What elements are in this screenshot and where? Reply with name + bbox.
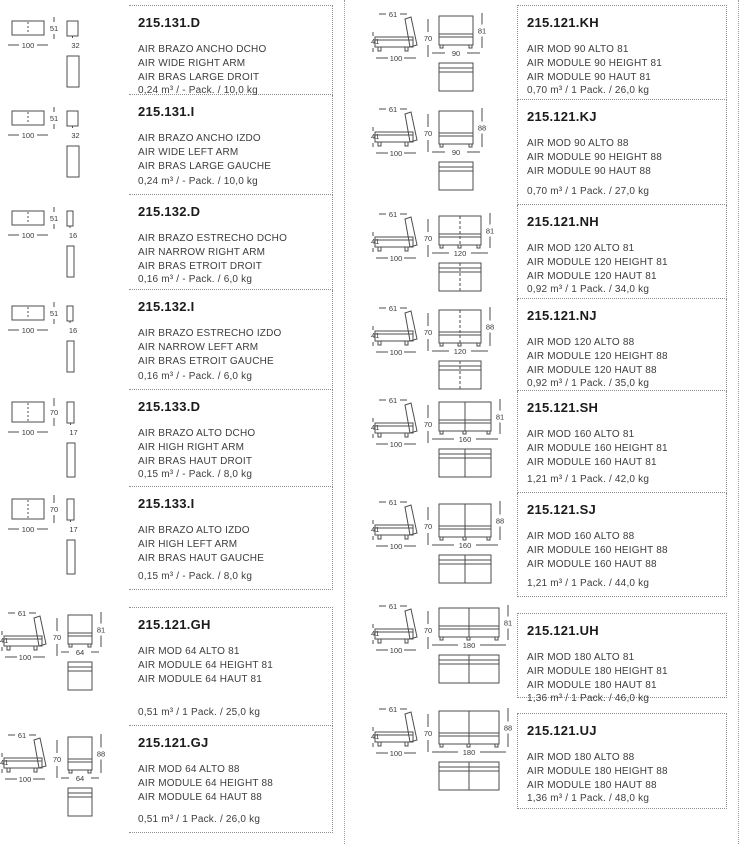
dimension-label: 41 bbox=[371, 525, 380, 534]
dimension-label: 61 bbox=[388, 705, 398, 714]
product-row bbox=[0, 290, 371, 390]
product-drawing-area bbox=[0, 5, 129, 95]
product-descriptions bbox=[527, 651, 716, 693]
dimension-label: 100 bbox=[389, 440, 403, 449]
dimension-label: 64 bbox=[75, 774, 85, 783]
product-description-line: AIR MODULE 160 HAUT 81 bbox=[527, 457, 657, 468]
dimension-label: 81 bbox=[485, 226, 495, 236]
technical-drawing bbox=[0, 390, 129, 487]
packing-info: 0,24 m³ / - Pack. / 10,0 kg bbox=[138, 85, 258, 96]
packing-info: 0,70 m³ / 1 Pack. / 27,0 kg bbox=[527, 186, 650, 197]
packing-info: 0,24 m³ / - Pack. / 10,0 kg bbox=[138, 176, 258, 187]
dimension-label: 41 bbox=[371, 629, 380, 638]
dimension-label: 70 bbox=[49, 408, 59, 417]
dimension-label: 70 bbox=[423, 522, 433, 531]
dimension-label: 61 bbox=[388, 10, 398, 19]
dimension-label: 100 bbox=[389, 646, 403, 655]
product-description-line: AIR BRAS LARGE GAUCHE bbox=[138, 161, 272, 172]
product-description-line: AIR WIDE RIGHT ARM bbox=[138, 58, 246, 69]
technical-drawing bbox=[371, 100, 517, 205]
dimension-label: 64 bbox=[75, 648, 85, 657]
product-info-box bbox=[517, 613, 727, 704]
dimension-label: 41 bbox=[371, 732, 380, 741]
dimension-label: 100 bbox=[389, 149, 403, 158]
product-descriptions bbox=[527, 751, 716, 793]
technical-drawing bbox=[371, 5, 517, 100]
product-info-box bbox=[517, 299, 727, 391]
product-code: 215.121.KJ bbox=[527, 109, 597, 124]
product-row bbox=[0, 590, 371, 726]
product-descriptions bbox=[138, 132, 322, 174]
product-description-line: AIR BRAS ETROIT GAUCHE bbox=[138, 356, 274, 367]
product-code: 215.121.GJ bbox=[138, 735, 209, 750]
technical-drawing bbox=[0, 487, 129, 590]
product-row bbox=[0, 390, 371, 487]
product-code: 215.121.SJ bbox=[527, 502, 597, 517]
packing-info: 0,15 m³ / - Pack. / 8,0 kg bbox=[138, 469, 253, 480]
dimension-label: 61 bbox=[17, 609, 27, 618]
dimension-label: 70 bbox=[423, 234, 433, 243]
technical-drawing bbox=[371, 597, 517, 698]
product-description-line: AIR MODULE 90 HAUT 88 bbox=[527, 166, 652, 177]
product-drawing-area bbox=[371, 698, 517, 809]
dimension-label: 100 bbox=[21, 231, 35, 240]
packing-info: 0,16 m³ / - Pack. / 6,0 kg bbox=[138, 274, 253, 285]
product-drawing-area bbox=[0, 726, 129, 833]
dimension-label: 81 bbox=[503, 618, 513, 628]
dimension-label: 100 bbox=[389, 749, 403, 758]
technical-drawing bbox=[371, 698, 517, 809]
product-info-box bbox=[129, 726, 333, 833]
dimension-label: 61 bbox=[388, 396, 398, 405]
product-info-box bbox=[517, 100, 727, 205]
dimension-label: 90 bbox=[451, 49, 461, 58]
packing-info: 0,51 m³ / 1 Pack. / 25,0 kg bbox=[138, 707, 261, 718]
product-description-line: AIR MODULE 180 HEIGHT 88 bbox=[527, 766, 668, 777]
packing-info: 0,51 m³ / 1 Pack. / 26,0 kg bbox=[138, 814, 261, 825]
product-description-line: AIR BRAZO ALTO IZDO bbox=[138, 525, 250, 536]
dimension-label: 100 bbox=[389, 542, 403, 551]
dimension-label: 70 bbox=[49, 505, 59, 514]
product-description-line: AIR BRAS HAUT DROIT bbox=[138, 456, 253, 467]
product-description-line: AIR MOD 90 ALTO 81 bbox=[527, 44, 629, 55]
product-info-box bbox=[129, 290, 333, 390]
technical-drawing bbox=[371, 205, 517, 299]
technical-drawing bbox=[0, 5, 129, 95]
dimension-label: 61 bbox=[388, 210, 398, 219]
product-drawing-area bbox=[371, 493, 517, 597]
dimension-label: 70 bbox=[52, 633, 62, 642]
dimension-label: 70 bbox=[423, 420, 433, 429]
product-descriptions bbox=[527, 137, 716, 179]
product-row bbox=[371, 597, 743, 704]
dimension-label: 61 bbox=[17, 731, 27, 740]
product-description-line: AIR HIGH RIGHT ARM bbox=[138, 442, 245, 453]
dimension-label: 90 bbox=[451, 148, 461, 157]
dimension-label: 61 bbox=[388, 498, 398, 507]
product-row bbox=[0, 195, 371, 290]
product-description-line: AIR BRAZO ESTRECHO DCHO bbox=[138, 233, 288, 244]
product-drawing-area bbox=[371, 597, 517, 698]
product-description-line: AIR MODULE 180 HEIGHT 81 bbox=[527, 666, 668, 677]
product-description-line: AIR MODULE 160 HEIGHT 81 bbox=[527, 443, 668, 454]
product-description-line: AIR BRAZO ALTO DCHO bbox=[138, 428, 256, 439]
product-drawing-area bbox=[0, 290, 129, 390]
product-code: 215.121.UH bbox=[527, 623, 599, 638]
packing-info: 1,21 m³ / 1 Pack. / 42,0 kg bbox=[527, 474, 650, 485]
product-info-box bbox=[129, 607, 333, 726]
technical-drawing bbox=[0, 95, 129, 195]
packing-info: 0,15 m³ / - Pack. / 8,0 kg bbox=[138, 571, 253, 582]
product-row bbox=[371, 493, 743, 597]
dimension-label: 100 bbox=[389, 54, 403, 63]
product-description-line: AIR WIDE LEFT ARM bbox=[138, 147, 239, 158]
dimension-label: 41 bbox=[0, 636, 9, 645]
dimension-label: 61 bbox=[388, 105, 398, 114]
dimension-label: 160 bbox=[458, 435, 472, 444]
dimension-label: 51 bbox=[49, 24, 59, 33]
dimension-label: 70 bbox=[423, 729, 433, 738]
packing-info: 1,36 m³ / 1 Pack. / 46,0 kg bbox=[527, 693, 650, 704]
dimension-label: 70 bbox=[52, 755, 62, 764]
dimension-label: 88 bbox=[495, 516, 505, 526]
product-description-line: AIR MODULE 64 HEIGHT 81 bbox=[138, 660, 274, 671]
dimension-label: 100 bbox=[389, 348, 403, 357]
product-description-line: AIR BRAS HAUT GAUCHE bbox=[138, 553, 265, 564]
product-row bbox=[0, 726, 371, 833]
product-code: 215.131.D bbox=[138, 15, 201, 30]
packing-info: 1,21 m³ / 1 Pack. / 44,0 kg bbox=[527, 578, 650, 589]
product-description-line: AIR NARROW LEFT ARM bbox=[138, 342, 259, 353]
product-description-line: AIR MOD 90 ALTO 88 bbox=[527, 138, 629, 149]
product-description-line: AIR BRAS ETROIT DROIT bbox=[138, 261, 263, 272]
product-drawing-area bbox=[0, 390, 129, 487]
product-drawing-area bbox=[371, 391, 517, 493]
product-row bbox=[371, 205, 743, 299]
technical-drawing bbox=[0, 195, 129, 290]
right-column bbox=[371, 5, 743, 809]
product-info-box bbox=[129, 95, 333, 195]
dimension-label: 70 bbox=[423, 34, 433, 43]
product-code: 215.133.D bbox=[138, 399, 201, 414]
product-row bbox=[371, 391, 743, 493]
dimension-label: 81 bbox=[495, 412, 505, 422]
dimension-label: 88 bbox=[485, 322, 495, 332]
product-descriptions bbox=[138, 427, 322, 469]
product-description-line: AIR BRAZO ANCHO DCHO bbox=[138, 44, 267, 55]
product-description-line: AIR MOD 160 ALTO 88 bbox=[527, 531, 635, 542]
product-description-line: AIR MODULE 120 HEIGHT 81 bbox=[527, 257, 668, 268]
product-description-line: AIR MODULE 90 HEIGHT 81 bbox=[527, 58, 663, 69]
dimension-label: 88 bbox=[477, 123, 487, 133]
product-drawing-area bbox=[0, 95, 129, 195]
dimension-label: 41 bbox=[371, 37, 380, 46]
product-description-line: AIR MODULE 160 HEIGHT 88 bbox=[527, 545, 668, 556]
dimension-label: 61 bbox=[388, 304, 398, 313]
product-info-box bbox=[129, 390, 333, 487]
packing-info: 0,92 m³ / 1 Pack. / 34,0 kg bbox=[527, 284, 650, 295]
product-descriptions bbox=[138, 43, 322, 85]
product-descriptions bbox=[527, 428, 716, 470]
dimension-label: 88 bbox=[503, 723, 513, 733]
product-description-line: AIR MOD 120 ALTO 81 bbox=[527, 243, 635, 254]
technical-drawing bbox=[0, 726, 129, 833]
product-drawing-area bbox=[371, 5, 517, 100]
dimension-label: 100 bbox=[21, 326, 35, 335]
product-row bbox=[371, 5, 743, 100]
dimension-label: 160 bbox=[458, 541, 472, 550]
dimension-label: 17 bbox=[69, 428, 78, 437]
product-descriptions bbox=[527, 336, 716, 378]
packing-info: 0,92 m³ / 1 Pack. / 35,0 kg bbox=[527, 378, 650, 389]
dimension-label: 32 bbox=[71, 41, 80, 50]
product-code: 215.132.I bbox=[138, 299, 195, 314]
dimension-label: 100 bbox=[18, 653, 32, 662]
product-drawing-area bbox=[0, 195, 129, 290]
product-code: 215.131.I bbox=[138, 104, 195, 119]
product-description-line: AIR MODULE 64 HEIGHT 88 bbox=[138, 778, 274, 789]
dimension-label: 16 bbox=[68, 231, 78, 240]
product-drawing-area bbox=[371, 205, 517, 299]
product-info-box bbox=[517, 205, 727, 299]
product-row bbox=[371, 100, 743, 205]
product-row bbox=[0, 487, 371, 590]
product-info-box bbox=[129, 487, 333, 590]
product-code: 215.121.KH bbox=[527, 15, 599, 30]
left-column bbox=[0, 5, 371, 833]
product-descriptions bbox=[138, 232, 322, 274]
product-info-box bbox=[517, 493, 727, 597]
product-description-line: AIR HIGH LEFT ARM bbox=[138, 539, 238, 550]
dimension-label: 120 bbox=[453, 347, 467, 356]
product-descriptions bbox=[138, 645, 322, 687]
dimension-label: 81 bbox=[96, 625, 106, 635]
dimension-label: 32 bbox=[71, 131, 80, 140]
dimension-label: 16 bbox=[68, 326, 78, 335]
product-description-line: AIR NARROW RIGHT ARM bbox=[138, 247, 266, 258]
product-description-line: AIR MODULE 64 HAUT 81 bbox=[138, 674, 263, 685]
product-description-line: AIR MOD 160 ALTO 81 bbox=[527, 429, 635, 440]
product-description-line: AIR MOD 180 ALTO 88 bbox=[527, 752, 635, 763]
product-row bbox=[0, 95, 371, 195]
product-code: 215.133.I bbox=[138, 496, 195, 511]
dimension-label: 81 bbox=[477, 26, 487, 36]
product-descriptions bbox=[138, 524, 322, 566]
dimension-label: 41 bbox=[371, 423, 380, 432]
dimension-label: 100 bbox=[21, 525, 35, 534]
technical-drawing bbox=[371, 299, 517, 391]
product-row bbox=[371, 299, 743, 391]
product-description-line: AIR MODULE 160 HAUT 88 bbox=[527, 559, 657, 570]
packing-info: 0,70 m³ / 1 Pack. / 26,0 kg bbox=[527, 85, 650, 96]
product-info-box bbox=[129, 5, 333, 95]
product-code: 215.121.SH bbox=[527, 400, 599, 415]
product-descriptions bbox=[527, 242, 716, 284]
product-description-line: AIR BRAS LARGE DROIT bbox=[138, 72, 260, 83]
product-description-line: AIR MODULE 120 HEIGHT 88 bbox=[527, 351, 668, 362]
dimension-label: 41 bbox=[0, 758, 9, 767]
product-description-line: AIR MODULE 180 HAUT 88 bbox=[527, 780, 657, 791]
product-info-box bbox=[517, 713, 727, 809]
product-description-line: AIR MOD 64 ALTO 88 bbox=[138, 764, 240, 775]
product-row bbox=[371, 698, 743, 809]
dimension-label: 100 bbox=[21, 131, 35, 140]
technical-drawing bbox=[371, 391, 517, 493]
product-description-line: AIR MOD 64 ALTO 81 bbox=[138, 646, 240, 657]
product-drawing-area bbox=[0, 590, 129, 726]
product-code: 215.121.UJ bbox=[527, 723, 597, 738]
product-code: 215.121.GH bbox=[138, 617, 211, 632]
product-descriptions bbox=[138, 327, 322, 369]
dimension-label: 180 bbox=[462, 748, 476, 757]
dimension-label: 41 bbox=[371, 331, 380, 340]
product-info-box bbox=[517, 391, 727, 493]
dimension-label: 70 bbox=[423, 626, 433, 635]
product-drawing-area bbox=[371, 100, 517, 205]
technical-drawing bbox=[0, 590, 129, 726]
dimension-label: 100 bbox=[21, 41, 35, 50]
dimension-label: 180 bbox=[462, 641, 476, 650]
product-info-box bbox=[517, 5, 727, 100]
product-row bbox=[0, 5, 371, 95]
product-description-line: AIR MOD 180 ALTO 81 bbox=[527, 652, 635, 663]
product-description-line: AIR BRAZO ESTRECHO IZDO bbox=[138, 328, 282, 339]
product-description-line: AIR MODULE 90 HEIGHT 88 bbox=[527, 152, 663, 163]
dimension-label: 41 bbox=[371, 237, 380, 246]
dimension-label: 120 bbox=[453, 249, 467, 258]
product-descriptions bbox=[527, 530, 716, 572]
packing-info: 0,16 m³ / - Pack. / 6,0 kg bbox=[138, 371, 253, 382]
product-descriptions bbox=[138, 763, 322, 805]
dimension-label: 17 bbox=[69, 525, 78, 534]
product-description-line: AIR MOD 120 ALTO 88 bbox=[527, 337, 635, 348]
product-description-line: AIR MODULE 120 HAUT 81 bbox=[527, 271, 657, 282]
dimension-label: 100 bbox=[18, 775, 32, 784]
packing-info: 1,36 m³ / 1 Pack. / 48,0 kg bbox=[527, 793, 650, 804]
product-drawing-area bbox=[371, 299, 517, 391]
product-description-line: AIR MODULE 90 HAUT 81 bbox=[527, 72, 652, 83]
product-code: 215.121.NH bbox=[527, 214, 599, 229]
product-code: 215.121.NJ bbox=[527, 308, 597, 323]
dimension-label: 88 bbox=[96, 749, 106, 759]
technical-drawing bbox=[371, 493, 517, 597]
product-description-line: AIR MODULE 120 HAUT 88 bbox=[527, 365, 657, 376]
product-code: 215.132.D bbox=[138, 204, 201, 219]
dimension-label: 41 bbox=[371, 132, 380, 141]
dimension-label: 100 bbox=[389, 254, 403, 263]
dimension-label: 70 bbox=[423, 129, 433, 138]
dimension-label: 51 bbox=[49, 214, 59, 223]
dimension-label: 70 bbox=[423, 328, 433, 337]
dimension-label: 51 bbox=[49, 309, 59, 318]
product-description-line: AIR MODULE 180 HAUT 81 bbox=[527, 680, 657, 691]
product-descriptions bbox=[527, 43, 716, 85]
product-description-line: AIR BRAZO ANCHO IZDO bbox=[138, 133, 261, 144]
product-info-box bbox=[129, 195, 333, 290]
dimension-label: 61 bbox=[388, 602, 398, 611]
product-description-line: AIR MODULE 64 HAUT 88 bbox=[138, 792, 263, 803]
dimension-label: 100 bbox=[21, 428, 35, 437]
technical-drawing bbox=[0, 290, 129, 390]
product-drawing-area bbox=[0, 487, 129, 590]
dimension-label: 51 bbox=[49, 114, 59, 123]
